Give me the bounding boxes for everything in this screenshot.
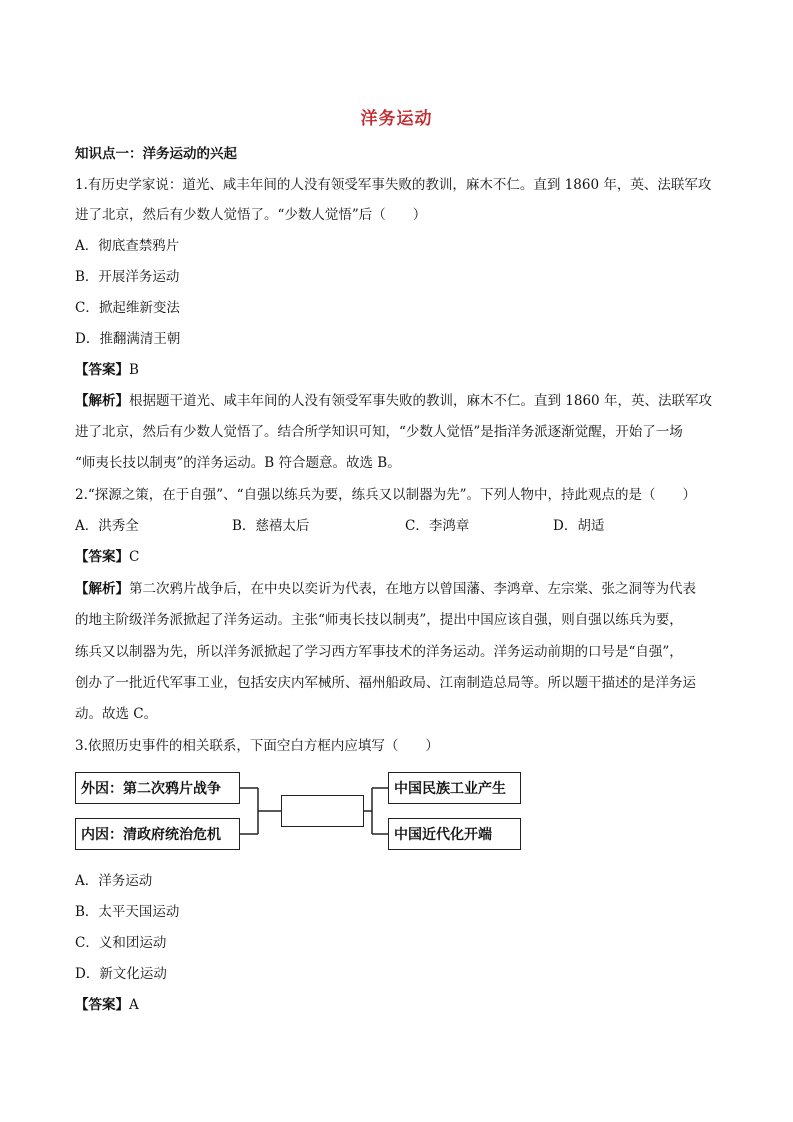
q1-stem-line1: 1.有历史学家说：道光、咸丰年间的人没有领受军事失败的教训，麻木不仁。直到 1860 年，英、法联军攻 <box>75 177 712 193</box>
analysis-text: 第二次鸦片战争后，在中央以奕䜣为代表，在地方以曾国藩、李鸿章、左宗棠、张之洞等为代表 <box>129 581 696 597</box>
q1-analysis-line3: “师夷长技以制夷”的洋务运动。B 符合题意。故选 B。 <box>75 455 401 471</box>
q1-option-d: D．推翻满清王朝 <box>75 331 181 347</box>
answer-value: B <box>129 362 139 378</box>
q2-option-b: B．慈禧太后 <box>232 518 310 534</box>
section-heading: 知识点一：洋务运动的兴起 <box>75 146 237 162</box>
q1-stem-line2: 进了北京，然后有少数人觉悟了。“少数人觉悟”后（ ） <box>75 207 427 223</box>
answer-value: C <box>129 549 140 565</box>
q1-analysis-line2: 进了北京，然后有少数人觉悟了。结合所学知识可知，“少数人觉悟”是指洋务派逐渐觉醒，开始了一场 <box>75 424 683 440</box>
diagram-left-top-box: 外因：第二次鸦片战争 <box>75 772 240 804</box>
q3-stem: 3.依照历史事件的相关联系，下面空白方框内应填写（ ） <box>75 738 439 754</box>
q2-option-d: D．胡适 <box>553 518 605 534</box>
q2-option-a: A．洪秀全 <box>75 518 139 534</box>
analysis-label: 【解析】 <box>75 393 129 409</box>
page-title: 洋务运动 <box>360 109 433 129</box>
q1-option-b: B．开展洋务运动 <box>75 269 180 285</box>
answer-label: 【答案】 <box>75 549 129 565</box>
q3-option-c: C．义和团运动 <box>75 935 167 951</box>
diagram-right-bottom-box: 中国近代化开端 <box>388 818 521 850</box>
answer-label: 【答案】 <box>75 362 129 378</box>
q1-option-c: C．掀起维新变法 <box>75 300 180 316</box>
answer-label: 【答案】 <box>75 997 129 1013</box>
diagram-center-blank-box <box>281 795 364 827</box>
q2-analysis-line5: 动。故选 C。 <box>75 706 158 722</box>
q3-option-d: D．新文化运动 <box>75 966 167 982</box>
q2-analysis-line3: 练兵又以制器为先，所以洋务派掀起了学习西方军事技术的洋务运动。洋务运动前期的口号是“自强”， <box>75 644 683 660</box>
analysis-label: 【解析】 <box>75 581 129 597</box>
q2-stem: 2.“探源之策，在于自强”、“自强以练兵为要，练兵又以制器为先”。下列人物中，持此观点的是（ ） <box>75 487 696 503</box>
analysis-text: 根据题干道光、咸丰年间的人没有领受军事失败的教训，麻木不仁。直到 1860 年，英、法联军攻 <box>129 393 712 409</box>
q3-option-a: A．洋务运动 <box>75 873 153 889</box>
answer-value: A <box>129 997 139 1013</box>
q1-option-a: A．彻底查禁鸦片 <box>75 238 180 254</box>
q3-option-b: B．太平天国运动 <box>75 904 180 920</box>
q2-analysis-line2: 的地主阶级洋务派掀起了洋务运动。主张“师夷长技以制夷”，提出中国应该自强，则自强以练兵为要， <box>75 612 683 628</box>
q3-answer <box>75 996 139 1014</box>
q2-analysis-line4: 创办了一批近代军事工业，包括安庆内军械所、福州船政局、江南制造总局等。所以题干描述的是洋务运 <box>75 675 696 691</box>
diagram-left-bottom-box: 内因：清政府统治危机 <box>75 818 240 850</box>
q2-option-c: C．李鸿章 <box>405 518 470 534</box>
diagram-right-top-box: 中国民族工业产生 <box>388 772 521 804</box>
